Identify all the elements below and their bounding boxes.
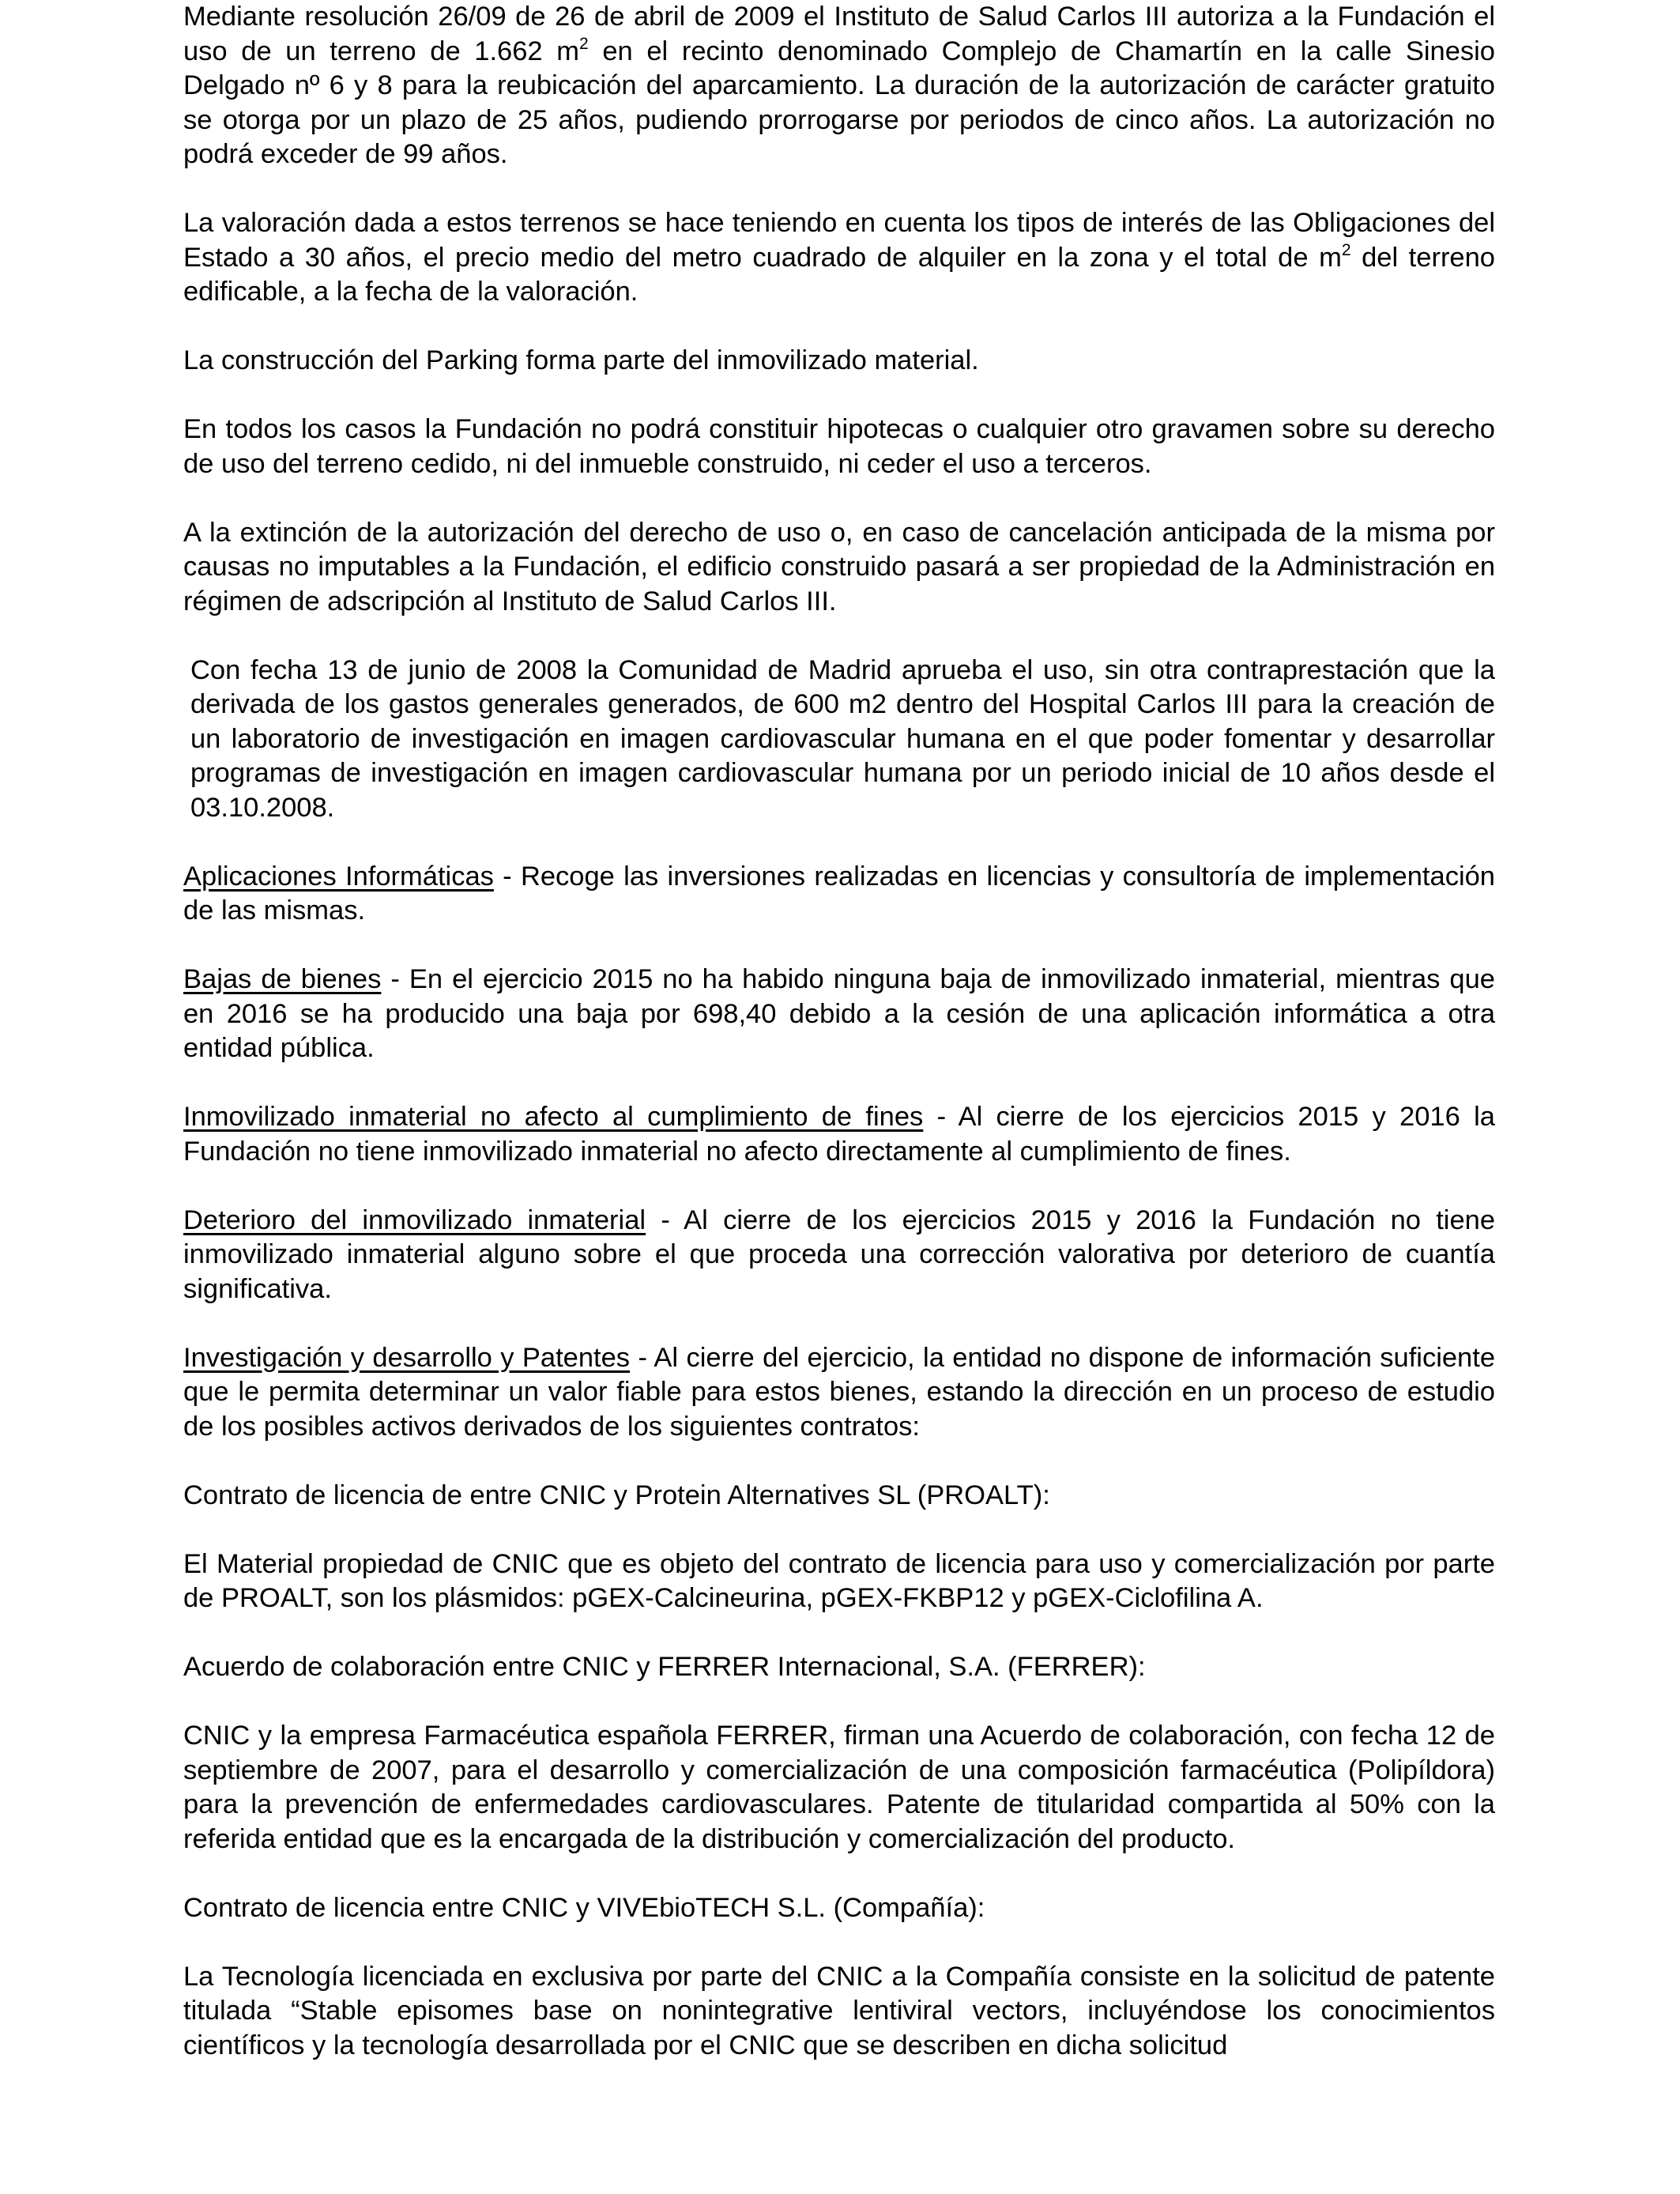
document-page (183, 0, 1495, 2063)
paragraph-deterioro (183, 1204, 1495, 1307)
section-heading: Bajas de bienes (183, 964, 382, 994)
superscript: 2 (1341, 240, 1351, 259)
text: La valoración dada a estos terrenos se hace teniendo en cuenta los tipos de interés de las Obligaciones del Estado a 30 años, el precio medio del metro cuadrado de alquiler en la zona y el total de m (183, 208, 1495, 273)
paragraph-contrato-proalt: Contrato de licencia de entre CNIC y Protein Alternatives SL (PROALT): (183, 1480, 1050, 1510)
text: - Al cierre de los ejercicios 2015 y 2016 la Fundación no tiene inmovilizado inmaterial no afecto directamente al cumplimiento de fines. (183, 1102, 1495, 1167)
paragraph-parking: La construcción del Parking forma parte del inmovilizado material. (183, 345, 979, 375)
section-heading: Investigación y desarrollo y Patentes (183, 1342, 631, 1373)
paragraph-investigacion-patentes (183, 1341, 1495, 1445)
section-heading: Aplicaciones Informáticas (183, 861, 494, 892)
paragraph-aplicaciones-informaticas (183, 860, 1495, 929)
paragraph-bajas-de-bienes (183, 963, 1495, 1066)
paragraph-ferrer-detail: CNIC y la empresa Farmacéutica española FERRER, firman una Acuerdo de colaboración, con fecha 12 de septiembre de 2007, para el desarrollo y comercialización de una composición farmacéutica (Polipíldora) para la prevención de enfermedades cardiovasculares. Patente de titularidad compartida al 50% con la referida entidad que es la encargada de la distribución y comercialización del producto. (183, 1721, 1495, 1854)
paragraph-mortgage-restriction: En todos los casos la Fundación no podrá constituir hipotecas o cualquier otro gravamen sobre su derecho de uso del terreno cedido, ni del inmueble construido, ni ceder el uso a terceros. (183, 414, 1495, 479)
paragraph-comunidad-madrid: Con fecha 13 de junio de 2008 la Comunidad de Madrid aprueba el uso, sin otra contraprestación que la derivada de los gastos generales generados, de 600 m2 dentro del Hospital Carlos III para la creación de un laboratorio de investigación en imagen cardiovascular humana en el que poder fomentar y desarrollar programas de investigación en imagen cardiovascular humana por un periodo inicial de 10 años desde el 03.10.2008. (190, 654, 1495, 823)
text: - Al cierre de los ejercicios 2015 y 2016 la Fundación no tiene inmovilizado inmaterial alguno sobre el que proceda una corrección valorativa por deterioro de cuantía significativa. (183, 1204, 1496, 1304)
paragraph-acuerdo-ferrer: Acuerdo de colaboración entre CNIC y FERRER Internacional, S.A. (FERRER): (183, 1652, 1146, 1682)
paragraph-tecnologia-licenciada: La Tecnología licenciada en exclusiva por parte del CNIC a la Compañía consiste en la solicitud de patente titulada “Stable episomes base on nonintegrative lentiviral vectors, incluyéndose los conocimientos científicos y la tecnología desarrollada por el CNIC que se describen en dicha solicitud (183, 1961, 1495, 2060)
paragraph-no-afecto (183, 1100, 1495, 1169)
paragraph-contrato-vivebiotech: Contrato de licencia entre CNIC y VIVEbioTECH S.L. (Compañía): (183, 1892, 985, 1923)
text: en el recinto denominado Complejo de Chamartín en la calle Sinesio Delgado nº 6 y 8 para la reubicación del aparcamiento. La duración de la autorización de carácter gratuito se otorga por un plazo de 25 años, pudiendo prorrogarse por periodos de cinco años. La autorización no podrá exceder de 99 años. (183, 36, 1495, 169)
text: - Recoge las inversiones realizadas en licencias y consultoría de implementación de las mismas. (183, 861, 1495, 925)
paragraph-authorization-extinction: A la extinción de la autorización del derecho de uso o, en caso de cancelación anticipada de la misma por causas no imputables a la Fundación, el edificio construido pasará a ser propiedad de la Administración en régimen de adscripción al Instituto de Salud Carlos III. (183, 517, 1495, 616)
text: Mediante resolución 26/09 de 26 de abril de 2009 el Instituto de Salud Carlos III autoriza a la Fundación el uso de un terreno de 1.662 m (183, 2, 1495, 66)
paragraph-land-valuation (183, 206, 1495, 310)
section-heading: Deterioro del inmovilizado inmaterial (183, 1204, 646, 1235)
text: - Al cierre del ejercicio, la entidad no dispone de información suficiente que le permita determinar un valor fiable para estos bienes, estando la dirección en un proceso de estudio de los posibles activos derivados de los siguientes contratos: (183, 1342, 1496, 1442)
paragraph-material-proalt: El Material propiedad de CNIC que es objeto del contrato de licencia para uso y comercialización por parte de PROALT, son los plásmidos: pGEX-Calcineurina, pGEX-FKBP12 y pGEX-Ciclofilina A. (183, 1548, 1495, 1613)
text: del terreno edificable, a la fecha de la valoración. (183, 242, 1495, 307)
paragraph-land-authorization (183, 0, 1495, 172)
text: - En el ejercicio 2015 no ha habido ninguna baja de inmovilizado inmaterial, mientras que en 2016 se ha producido una baja por 698,40 debido a la cesión de una aplicación informática a otra entidad pública. (183, 964, 1495, 1063)
superscript: 2 (579, 34, 589, 53)
section-heading: Inmovilizado inmaterial no afecto al cumplimiento de fines (183, 1102, 924, 1132)
